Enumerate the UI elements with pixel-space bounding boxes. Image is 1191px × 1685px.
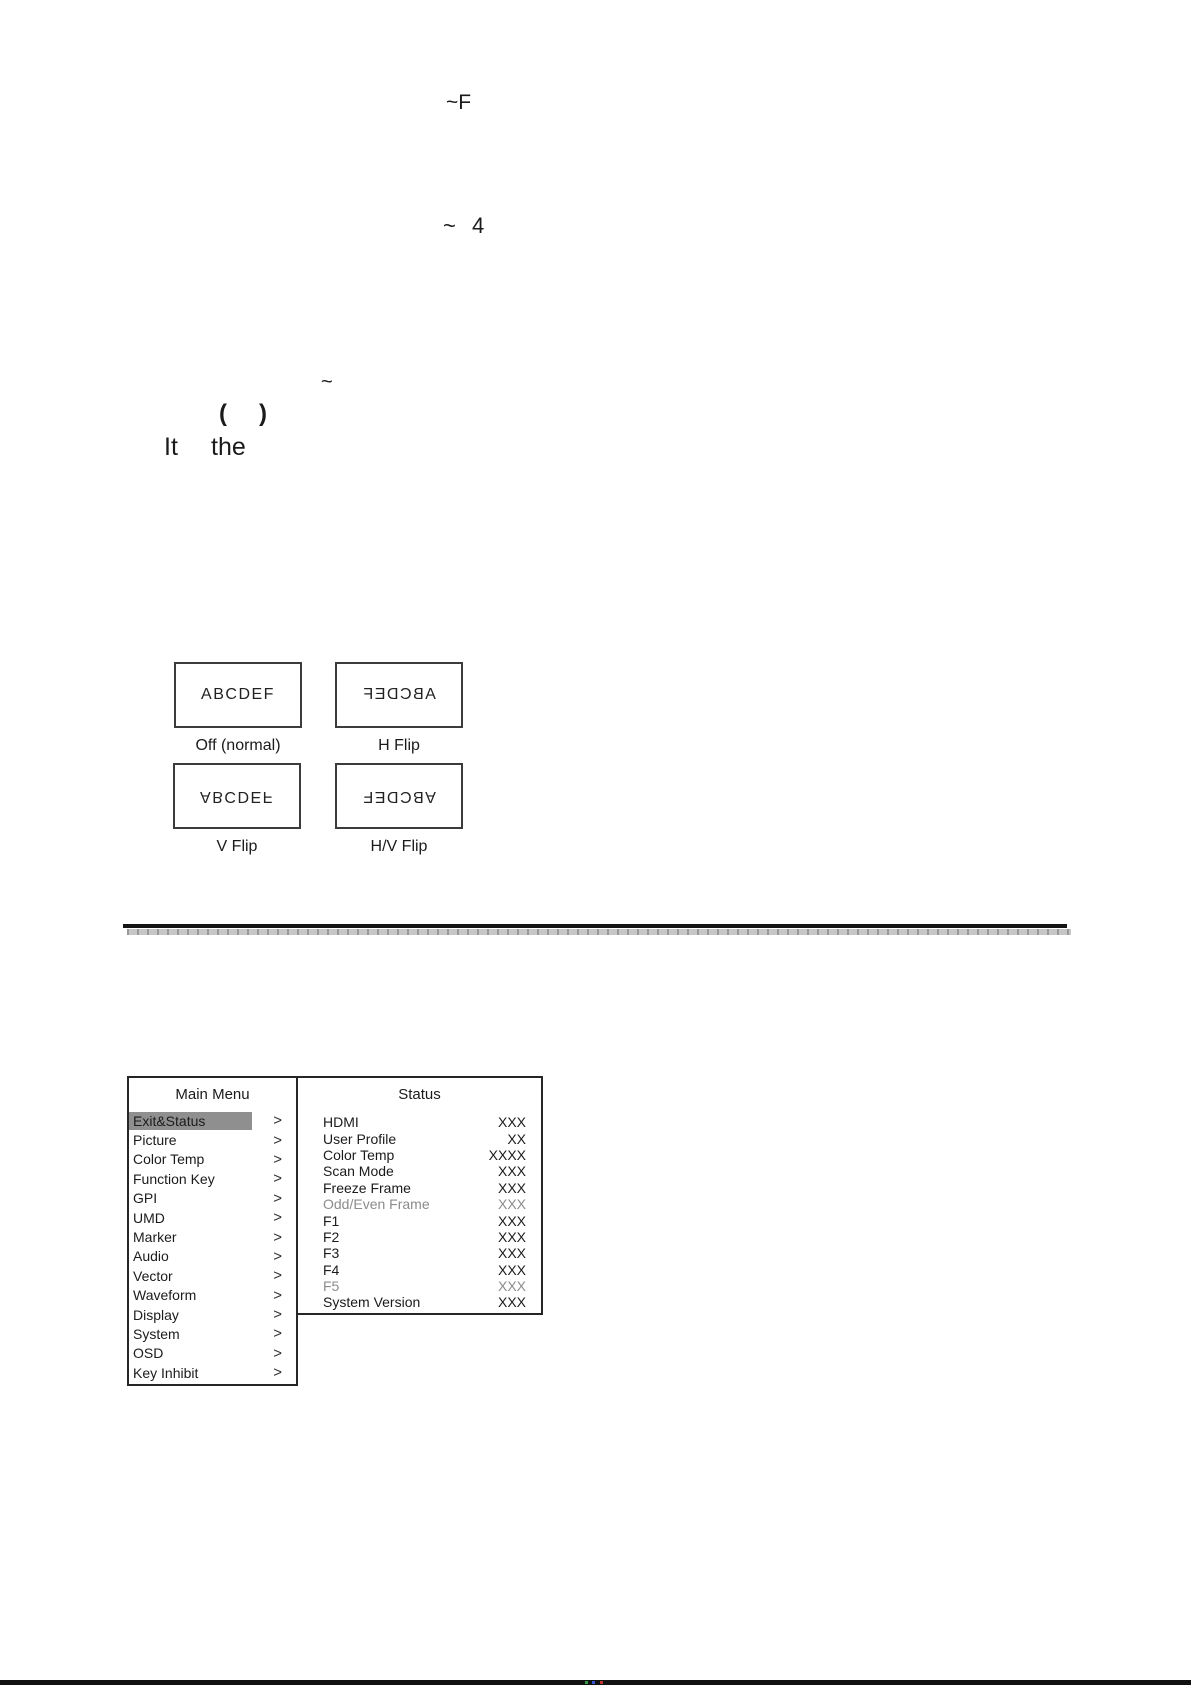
section-divider-line <box>123 924 1067 928</box>
status-row-label: User Profile <box>323 1130 397 1147</box>
status-row-value: XXX <box>497 1294 526 1311</box>
status-row <box>298 1262 541 1278</box>
status-row-value: XXX <box>497 1228 526 1245</box>
main-menu-item <box>129 1344 295 1363</box>
main-menu-item-label: Display <box>133 1306 179 1323</box>
status-row-label: F3 <box>323 1245 340 1262</box>
flip-sample-text: ABCDEF <box>201 686 275 703</box>
status-row-label: Freeze Frame <box>323 1179 411 1196</box>
submenu-arrow-icon: > <box>273 1306 282 1324</box>
main-menu-item-label: GPI <box>133 1190 158 1207</box>
text-fragment-paren-open: ( <box>219 400 227 427</box>
status-row-value: XXX <box>497 1278 526 1295</box>
flip-cell-hv <box>335 763 463 856</box>
main-menu-item-label: Vector <box>133 1267 173 1284</box>
main-menu-item-label: Exit&Status <box>129 1112 252 1130</box>
main-menu-item-label: Audio <box>133 1248 169 1265</box>
status-row-value: XXX <box>497 1196 526 1213</box>
status-row-label: HDMI <box>323 1114 359 1131</box>
main-menu-item-list <box>129 1111 295 1382</box>
main-menu-item <box>129 1150 295 1169</box>
status-row-label: F2 <box>323 1228 340 1245</box>
status-row-value: XXX <box>497 1261 526 1278</box>
main-menu-item-label: OSD <box>133 1345 164 1362</box>
main-menu-item-label: Picture <box>133 1132 177 1149</box>
status-row <box>298 1212 541 1228</box>
main-menu-item <box>129 1247 295 1266</box>
submenu-arrow-icon: > <box>273 1170 282 1188</box>
submenu-arrow-icon: > <box>273 1209 282 1227</box>
status-row-label: F1 <box>323 1212 340 1229</box>
status-row <box>298 1278 541 1294</box>
status-row-value: XX <box>507 1130 526 1147</box>
status-row-label: System Version <box>323 1294 421 1311</box>
flip-sample-box <box>335 763 463 829</box>
submenu-arrow-icon: > <box>273 1344 282 1362</box>
flip-cell-none <box>174 662 302 755</box>
status-row <box>298 1180 541 1196</box>
status-row-label: Color Temp <box>323 1146 395 1163</box>
submenu-arrow-icon: > <box>273 1112 282 1130</box>
flip-sample-text: ABCDEF <box>362 686 436 703</box>
submenu-arrow-icon: > <box>273 1325 282 1343</box>
status-row-list <box>298 1114 541 1311</box>
status-title: Status <box>398 1086 441 1103</box>
status-row <box>298 1163 541 1179</box>
status-row <box>298 1245 541 1261</box>
submenu-arrow-icon: > <box>273 1228 282 1246</box>
bottom-artifact-dot <box>585 1681 588 1684</box>
main-menu-item-label: Waveform <box>133 1287 197 1304</box>
text-fragment-it: It <box>164 433 178 461</box>
submenu-arrow-icon: > <box>273 1150 282 1168</box>
submenu-arrow-icon: > <box>273 1131 282 1149</box>
main-menu-item <box>129 1130 295 1149</box>
main-menu-item-label: System <box>133 1325 180 1342</box>
submenu-arrow-icon: > <box>273 1267 282 1285</box>
flip-mode-label: H/V Flip <box>370 838 428 855</box>
main-menu-item-label: Function Key <box>133 1170 215 1187</box>
status-row-label: Odd/Even Frame <box>323 1196 430 1213</box>
status-row-value: XXXX <box>488 1146 526 1163</box>
flip-mode-label: Off (normal) <box>195 737 281 754</box>
flip-sample-text: ABCDEF <box>200 788 274 805</box>
submenu-arrow-icon: > <box>273 1286 282 1304</box>
text-fragment-paren-close: ) <box>259 400 267 427</box>
main-menu-item <box>129 1111 295 1130</box>
main-menu-item <box>129 1169 295 1188</box>
status-row <box>298 1130 541 1146</box>
bottom-artifact-dot <box>600 1681 603 1684</box>
submenu-arrow-icon: > <box>273 1247 282 1265</box>
submenu-arrow-icon: > <box>273 1189 282 1207</box>
flip-mode-label: V Flip <box>216 838 258 855</box>
flip-sample-text: ABCDEF <box>362 788 436 805</box>
main-menu-item <box>129 1227 295 1246</box>
status-row <box>298 1294 541 1310</box>
page-bottom-edge <box>0 1680 1191 1685</box>
status-row-value: XXX <box>497 1245 526 1262</box>
status-row-value: XXX <box>497 1114 526 1131</box>
status-row-label: F5 <box>323 1278 340 1295</box>
flip-sample-box <box>174 662 302 728</box>
main-menu-item-label: Marker <box>133 1229 177 1246</box>
main-menu-item-label: Key Inhibit <box>133 1364 199 1381</box>
flip-sample-box <box>335 662 463 728</box>
text-fragment-tilde-f: ~F <box>446 91 472 114</box>
status-row-value: XXX <box>497 1163 526 1180</box>
main-menu-item <box>129 1266 295 1285</box>
status-row-label: F4 <box>323 1261 340 1278</box>
main-menu-title: Main Menu <box>175 1086 250 1103</box>
flip-sample-box <box>173 763 301 829</box>
text-fragment-the: the <box>211 433 246 461</box>
flip-cell-h <box>335 662 463 755</box>
main-menu-item <box>129 1286 295 1305</box>
main-menu-item <box>129 1363 295 1382</box>
flip-cell-v <box>173 763 301 856</box>
status-row <box>298 1114 541 1130</box>
status-row-value: XXX <box>497 1212 526 1229</box>
text-fragment-tilde: ~ <box>321 371 333 393</box>
text-fragment-tilde-4: ~ 4 <box>443 213 490 238</box>
bottom-artifact-dot <box>592 1681 595 1684</box>
status-row <box>298 1147 541 1163</box>
main-menu-item-label: UMD <box>133 1209 165 1226</box>
status-row-label: Scan Mode <box>323 1163 394 1180</box>
main-menu-item-label: Color Temp <box>133 1151 205 1168</box>
main-menu-item <box>129 1208 295 1227</box>
status-row-value: XXX <box>497 1179 526 1196</box>
status-row <box>298 1229 541 1245</box>
submenu-arrow-icon: > <box>273 1364 282 1382</box>
main-menu-item <box>129 1189 295 1208</box>
section-divider-shadow <box>127 929 1071 935</box>
status-row <box>298 1196 541 1212</box>
flip-mode-label: H Flip <box>378 737 420 754</box>
main-menu-item <box>129 1305 295 1324</box>
main-menu-item <box>129 1324 295 1343</box>
